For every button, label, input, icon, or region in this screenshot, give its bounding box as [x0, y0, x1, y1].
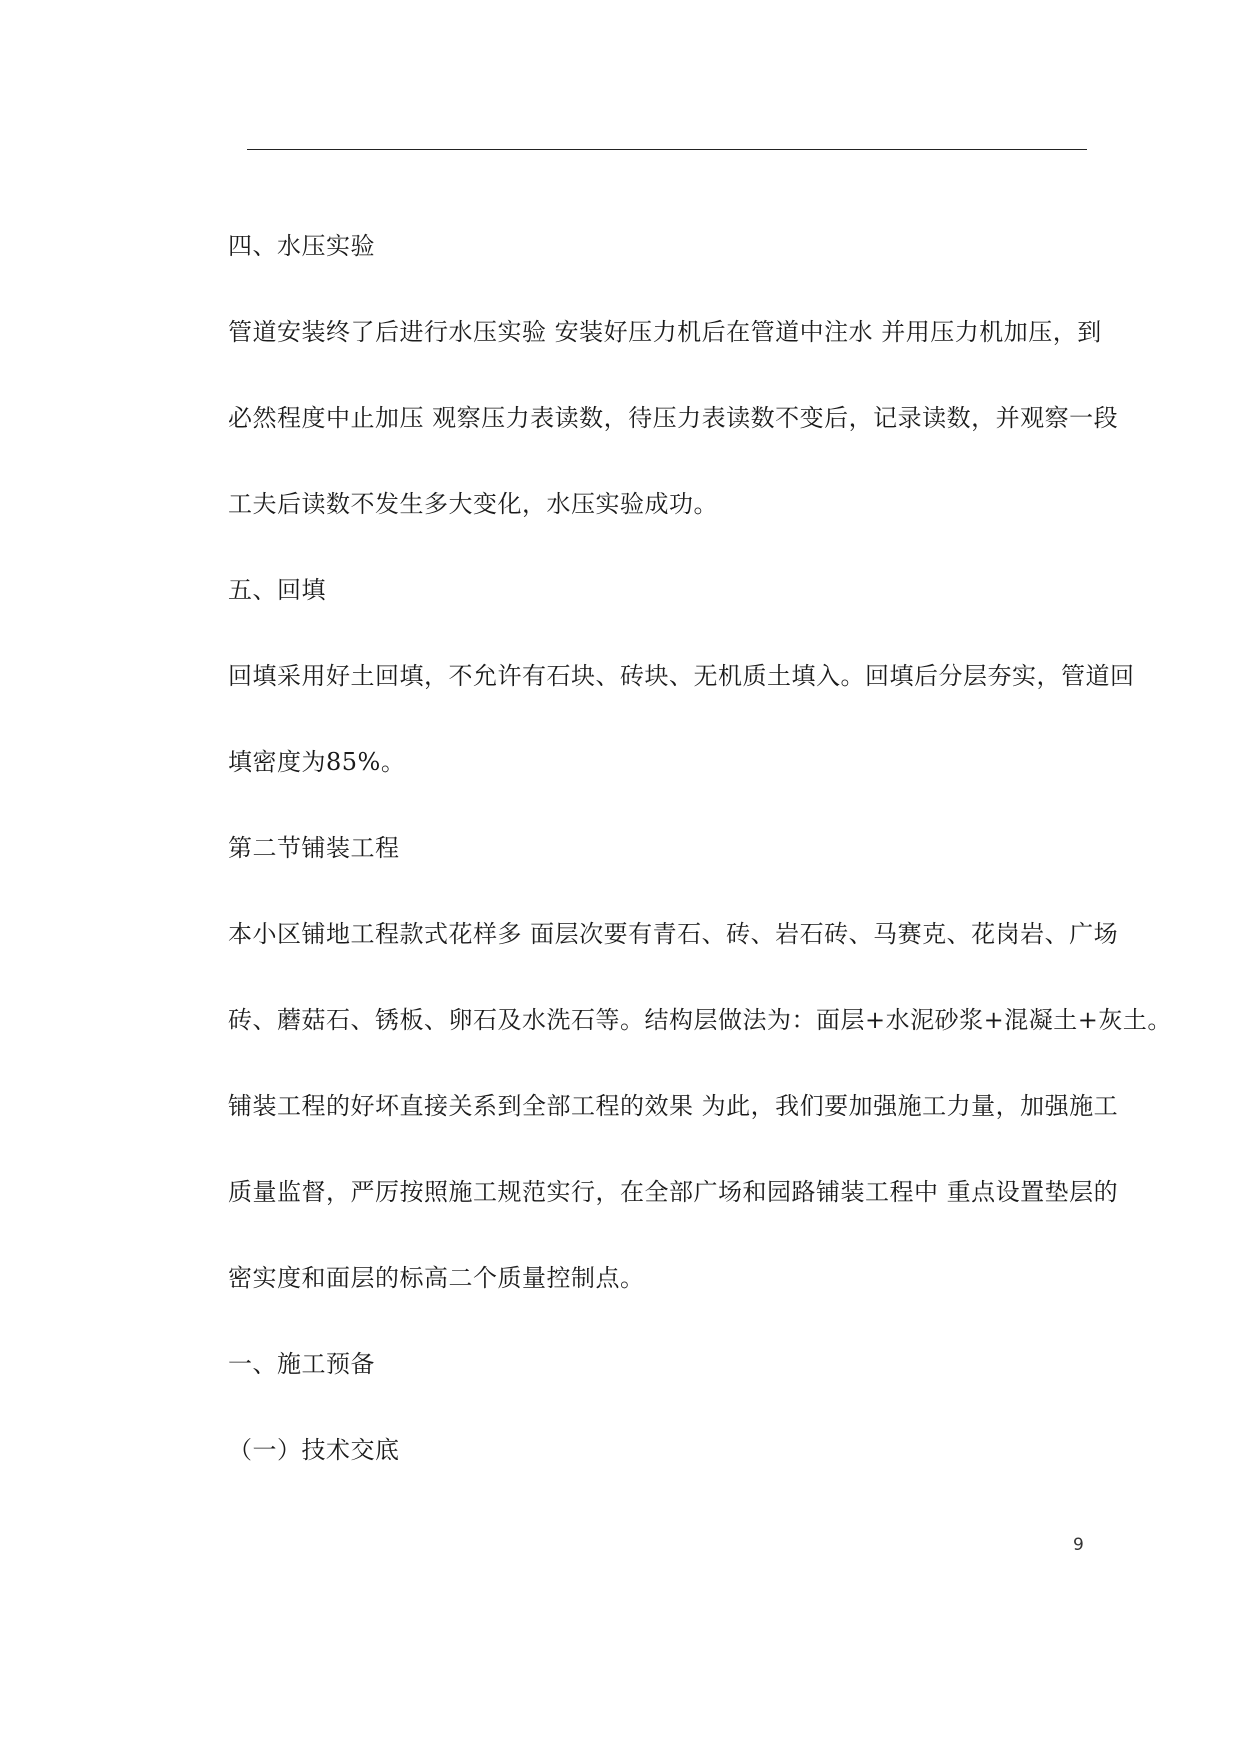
section-heading-hydrostatic-test: 四、水压实验 — [228, 232, 375, 260]
paragraph-line: 铺装工程的好坏直接关系到全部工程的效果 为此，我们要加强施工力量，加强施工 — [228, 1092, 1119, 1120]
paragraph-line: 填密度为85%。 — [228, 748, 406, 776]
section-heading-paving-works: 第二节铺装工程 — [228, 834, 400, 862]
header-rule — [247, 149, 1087, 150]
paragraph-line: 砖、蘑菇石、锈板、卵石及水洗石等。结构层做法为：面层+水泥砂浆+混凝土+灰土。 — [228, 1006, 1172, 1034]
paragraph-line: 质量监督，严厉按照施工规范实行，在全部广场和园路铺装工程中 重点设置垫层的 — [228, 1178, 1119, 1206]
paragraph-line: 必然程度中止加压 观察压力表读数，待压力表读数不变后，记录读数，并观察一段 — [228, 404, 1119, 432]
paragraph-line: 本小区铺地工程款式花样多 面层次要有青石、砖、岩石砖、马赛克、花岗岩、广场 — [228, 920, 1119, 948]
subsection-heading-technical-briefing: （一）技术交底 — [228, 1436, 400, 1464]
section-heading-construction-prep: 一、施工预备 — [228, 1350, 375, 1378]
paragraph-line: 回填采用好土回填，不允许有石块、砖块、无机质土填入。回填后分层夯实，管道回 — [228, 662, 1135, 690]
paragraph-line: 管道安装终了后进行水压实验 安装好压力机后在管道中注水 并用压力机加压，到 — [228, 318, 1102, 346]
paragraph-line: 工夫后读数不发生多大变化，水压实验成功。 — [228, 490, 718, 518]
section-heading-backfill: 五、回填 — [228, 576, 326, 604]
page-number: 9 — [1073, 1535, 1084, 1555]
paragraph-line: 密实度和面层的标高二个质量控制点。 — [228, 1264, 645, 1292]
document-body — [228, 203, 1172, 1493]
